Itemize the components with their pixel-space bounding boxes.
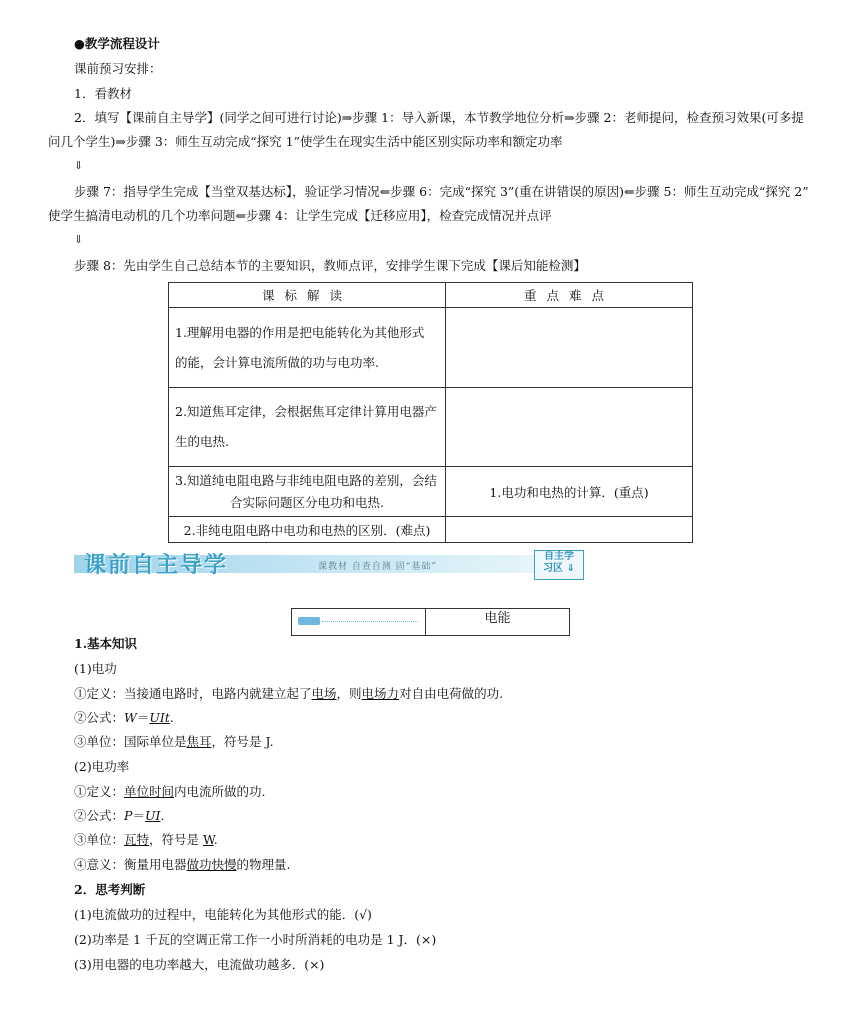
text-span: ，符号是 <box>149 832 204 847</box>
table-header-row <box>169 283 693 308</box>
badge-line: 自主学 <box>544 551 574 562</box>
formula-symbol: P <box>124 808 133 823</box>
section-header-decoration <box>292 609 426 635</box>
table-cell <box>169 308 446 388</box>
text-span: . <box>269 734 274 749</box>
answer-blank: W <box>203 832 214 847</box>
work-unit <box>74 734 274 750</box>
judgment-item-2: (2)功率是 1 千瓦的空调正常工作一小时所消耗的电功是 1 J．(×) <box>74 932 437 947</box>
table-cell: 1.电功和电热的计算．(重点) <box>446 467 693 517</box>
flow-item-1: 1．看教材 <box>74 86 132 101</box>
self-study-badge <box>534 550 584 580</box>
answer-blank: 做功快慢 <box>186 857 237 872</box>
power-formula <box>74 808 164 824</box>
flow-item-2-line1: 2．填写【课前自主导学】(同学之间可进行讨论)⇒步骤 1：导入新课，本节教学地位分析⇒步骤 2：老师提问，检查预习效果(可多提 <box>74 110 804 125</box>
answer-blank: UIt <box>149 710 170 725</box>
text-span: 内电流所做的功. <box>174 784 266 799</box>
answer-blank: 电场 <box>311 686 337 701</box>
objectives-table <box>168 282 693 543</box>
work-formula <box>74 710 174 726</box>
flow-step7-line1: 步骤 7：指导学生完成【当堂双基达标】，验证学习情况⇐步骤 6：完成“探究 3”(重在讲错误的原因)⇐步骤 5：师生互动完成“探究 2” <box>74 184 809 199</box>
cell-line: 3.知道纯电阻电路与非纯电阻电路的差别，会结 <box>175 472 437 488</box>
judgment-title: 2．思考判断 <box>74 882 146 897</box>
flow-heading: ●教学流程设计 <box>74 36 160 51</box>
section-pill-icon <box>298 617 320 625</box>
cell-line: 的能，会计算电流所做的功与电功率. <box>175 354 379 370</box>
text-span: 的物理量. <box>236 857 291 872</box>
text-span: . <box>169 710 174 725</box>
text-span: ＝ <box>136 710 150 725</box>
section-dotted-line <box>322 621 418 622</box>
table-cell <box>169 467 446 517</box>
table-row <box>169 388 693 467</box>
answer-blank: J <box>265 734 270 749</box>
text-span: ②公式： <box>74 808 125 823</box>
table-row <box>169 308 693 388</box>
power-definition <box>74 784 266 800</box>
banner-title: 课前自主导学 <box>84 553 229 578</box>
basic-knowledge-title: 1.基本知识 <box>74 636 138 651</box>
answer-blank: 焦耳 <box>186 734 212 749</box>
power-meaning <box>74 857 291 873</box>
answer-blank: UI <box>144 808 161 823</box>
text-span: 对自由电荷做的功. <box>399 686 504 701</box>
section-banner <box>74 548 586 580</box>
judgment-item-1: (1)电流做功的过程中，电能转化为其他形式的能．(√) <box>74 907 372 922</box>
text-span: ，则 <box>336 686 362 701</box>
flow-step8: 步骤 8：先由学生自己总结本节的主要知识，教师点评，安排学生课下完成【课后知能检测】 <box>74 258 586 273</box>
text-span: ③单位：国际单位是 <box>74 734 187 749</box>
banner-subtitle: 课教材 自查自测 固“基础” <box>318 562 437 572</box>
work-definition <box>74 686 503 702</box>
formula-symbol: W <box>124 710 137 725</box>
electric-power-heading: (2)电功率 <box>74 759 130 774</box>
table-cell <box>446 308 693 388</box>
table-cell <box>446 517 693 543</box>
section-title: 电能 <box>484 611 511 626</box>
text-span: ①定义： <box>74 784 125 799</box>
table-row <box>169 517 693 543</box>
cell-line: 1.理解用电器的作用是把电能转化为其他形式 <box>175 324 425 340</box>
col-header-key-points: 重点难点 <box>446 283 693 308</box>
electric-work-heading: (1)电功 <box>74 661 117 676</box>
text-span: ③单位： <box>74 832 125 847</box>
flow-item-2-line2: 问几个学生)⇒步骤 3：师生互动完成“探究 1”使学生在现实生活中能区别实际功率和额定功率 <box>48 134 563 149</box>
table-cell <box>446 388 693 467</box>
text-span: . <box>160 808 165 823</box>
cell-line: 合实际问题区分电功和电热. <box>230 494 384 510</box>
cell-line: 2.知道焦耳定律，会根据焦耳定律计算用电器产 <box>175 404 437 419</box>
badge-line: 习区 ⇓ <box>543 563 575 574</box>
text-span: ④意义：衡量用电器 <box>74 857 187 872</box>
preview-label: 课前预习安排： <box>74 61 162 76</box>
text-span: ②公式： <box>74 710 125 725</box>
text-span: ①定义：当接通电路时，电路内就建立起了 <box>74 686 312 701</box>
text-span: ＝ <box>132 808 145 823</box>
flow-step7-line2: 使学生搞清电动机的几个功率问题⇐步骤 4：让学生完成【迁移应用】，检查完成情况并点评 <box>48 208 552 223</box>
answer-blank: 瓦特 <box>124 832 150 847</box>
text-span: . <box>213 832 218 847</box>
judgment-item-3: (3)用电器的电功率越大，电流做功越多．(×) <box>74 957 325 972</box>
answer-blank: 单位时间 <box>124 784 175 799</box>
down-arrow-icon: ⇓ <box>74 233 84 246</box>
table-cell: 2.非纯电阻电路中电功和电热的区别．(难点) <box>169 517 446 543</box>
table-cell <box>169 388 446 467</box>
power-unit <box>74 832 218 848</box>
down-arrow-icon: ⇓ <box>74 159 84 172</box>
answer-blank: 电场力 <box>361 686 400 701</box>
cell-line: 生的电热. <box>175 434 229 449</box>
text-span: ，符号是 <box>211 734 266 749</box>
section-header-box <box>291 608 570 636</box>
col-header-standards: 课标解读 <box>169 283 446 308</box>
table-row <box>169 467 693 517</box>
